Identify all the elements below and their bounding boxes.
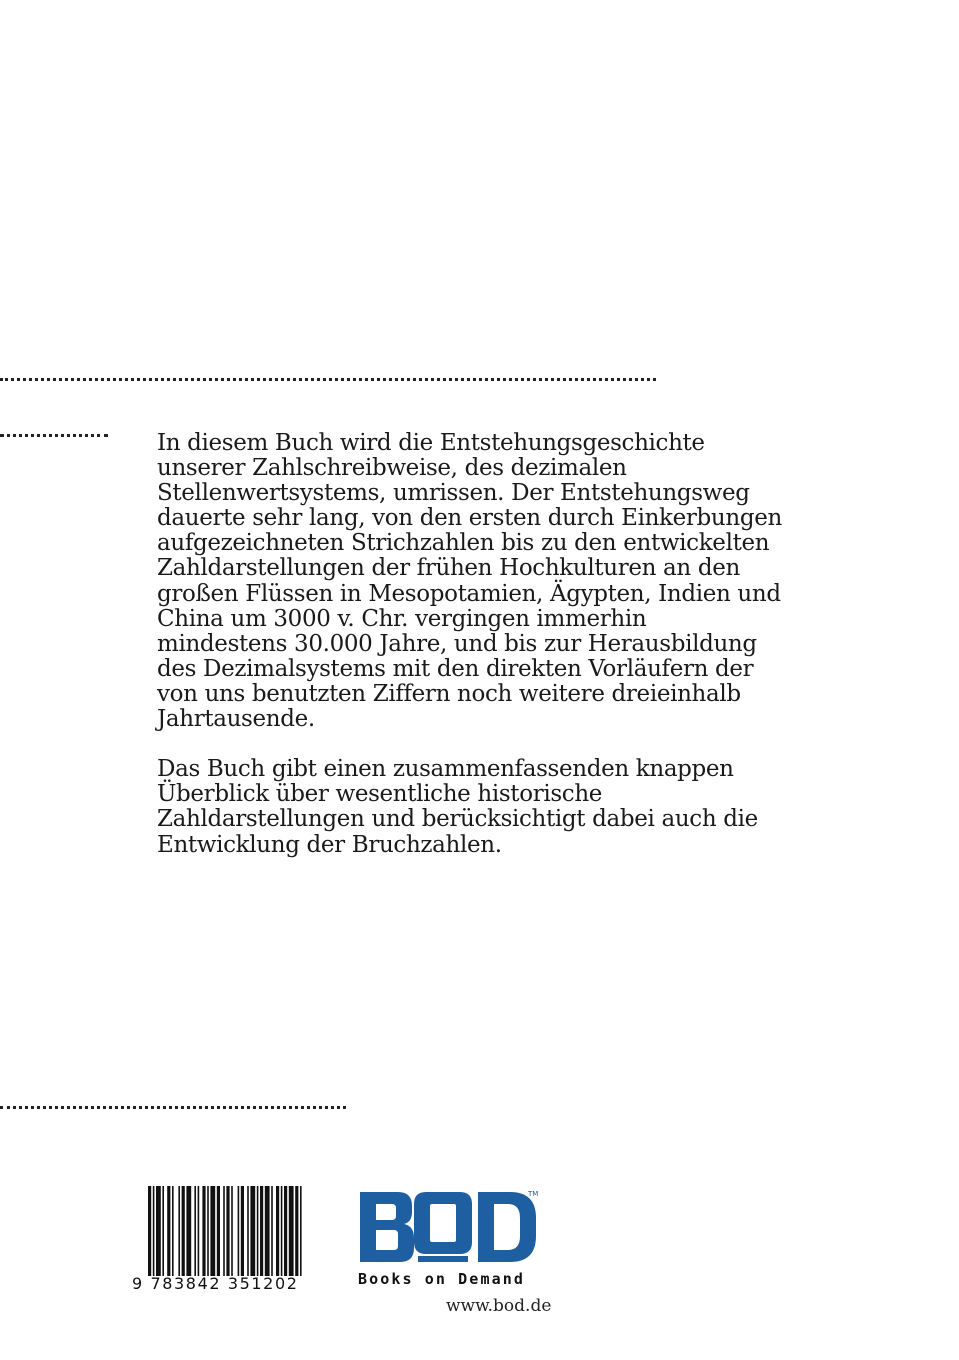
publisher-url[interactable]: www.bod.de	[446, 1296, 552, 1316]
barcode-bar	[284, 1186, 287, 1276]
barcode-bar	[148, 1186, 151, 1276]
barcode-bar	[223, 1186, 225, 1276]
barcode-bar	[156, 1186, 161, 1276]
barcode-bar	[198, 1186, 200, 1276]
bod-tagline: Books on Demand	[358, 1270, 525, 1288]
dotted-rule-top	[0, 378, 656, 381]
barcode-bar	[172, 1186, 174, 1276]
barcode-bar	[186, 1186, 191, 1276]
barcode-bar	[257, 1186, 259, 1276]
bod-logo-letter-b	[360, 1192, 414, 1262]
barcode-bar	[265, 1186, 270, 1276]
barcode-bar	[210, 1186, 215, 1276]
barcode-bar	[271, 1186, 273, 1276]
barcode-bar	[260, 1186, 263, 1276]
barcode-bar	[289, 1186, 294, 1276]
dotted-rule-bottom	[0, 1106, 346, 1109]
barcode-bar	[167, 1186, 170, 1276]
back-cover-blurb	[157, 431, 797, 858]
barcode-bar	[182, 1186, 185, 1276]
blurb-paragraph-1: In diesem Buch wird die Entstehungsgeschichte unserer Zahlschreibweise, des dezimalen Stellenwertsystems, umrissen. Der Entstehungsweg dauerte sehr lang, von den ersten durch Einkerbungen aufgezeichneten Strichzahlen bis zu den entwickelten Zahldarstellungen der frühen Hochkulturen an den großen Flüssen in Mesopotamien, Ägypten, Indien und China um 3000 v. Chr. vergingen immerhin mindestens 30.000 Jahre, und bis zur Herausbildung des Dezimalsystems mit den direkten Vorläufern der von uns benutzten Ziffern noch weitere dreieinhalb Jahrtausende.	[157, 430, 782, 733]
bod-logo	[356, 1186, 546, 1266]
barcode-bar	[194, 1186, 196, 1276]
barcode-bar	[231, 1186, 233, 1276]
barcode-bar	[202, 1186, 205, 1276]
barcode-bar	[241, 1186, 244, 1276]
barcode-bar	[178, 1186, 180, 1276]
barcode-bars	[148, 1186, 324, 1276]
bod-logo-letter-d	[478, 1190, 539, 1262]
barcode-bar	[276, 1186, 279, 1276]
barcode-bar	[300, 1186, 302, 1276]
trademark-symbol: TM	[528, 1190, 539, 1198]
bod-logo-letter-o	[414, 1192, 472, 1262]
barcode-bar	[238, 1186, 240, 1276]
barcode-bar	[217, 1186, 220, 1276]
blurb-paragraph-2: Das Buch gibt einen zusammenfassenden knappen Überblick über wesentliche historische Zahldarstellungen und berücksichtigt dabei auch die Entwicklung der Bruchzahlen.	[157, 756, 758, 858]
barcode-bar	[250, 1186, 255, 1276]
barcode-bar	[153, 1186, 155, 1276]
dotted-rule-side	[0, 434, 108, 437]
barcode-bar	[247, 1186, 249, 1276]
barcode-bar	[207, 1186, 209, 1276]
isbn-barcode	[130, 1186, 330, 1296]
isbn-digits: 9 783842 351202	[132, 1274, 299, 1293]
barcode-bar	[281, 1186, 283, 1276]
barcode-bar	[162, 1186, 164, 1276]
barcode-bar	[295, 1186, 298, 1276]
barcode-bar	[226, 1186, 229, 1276]
